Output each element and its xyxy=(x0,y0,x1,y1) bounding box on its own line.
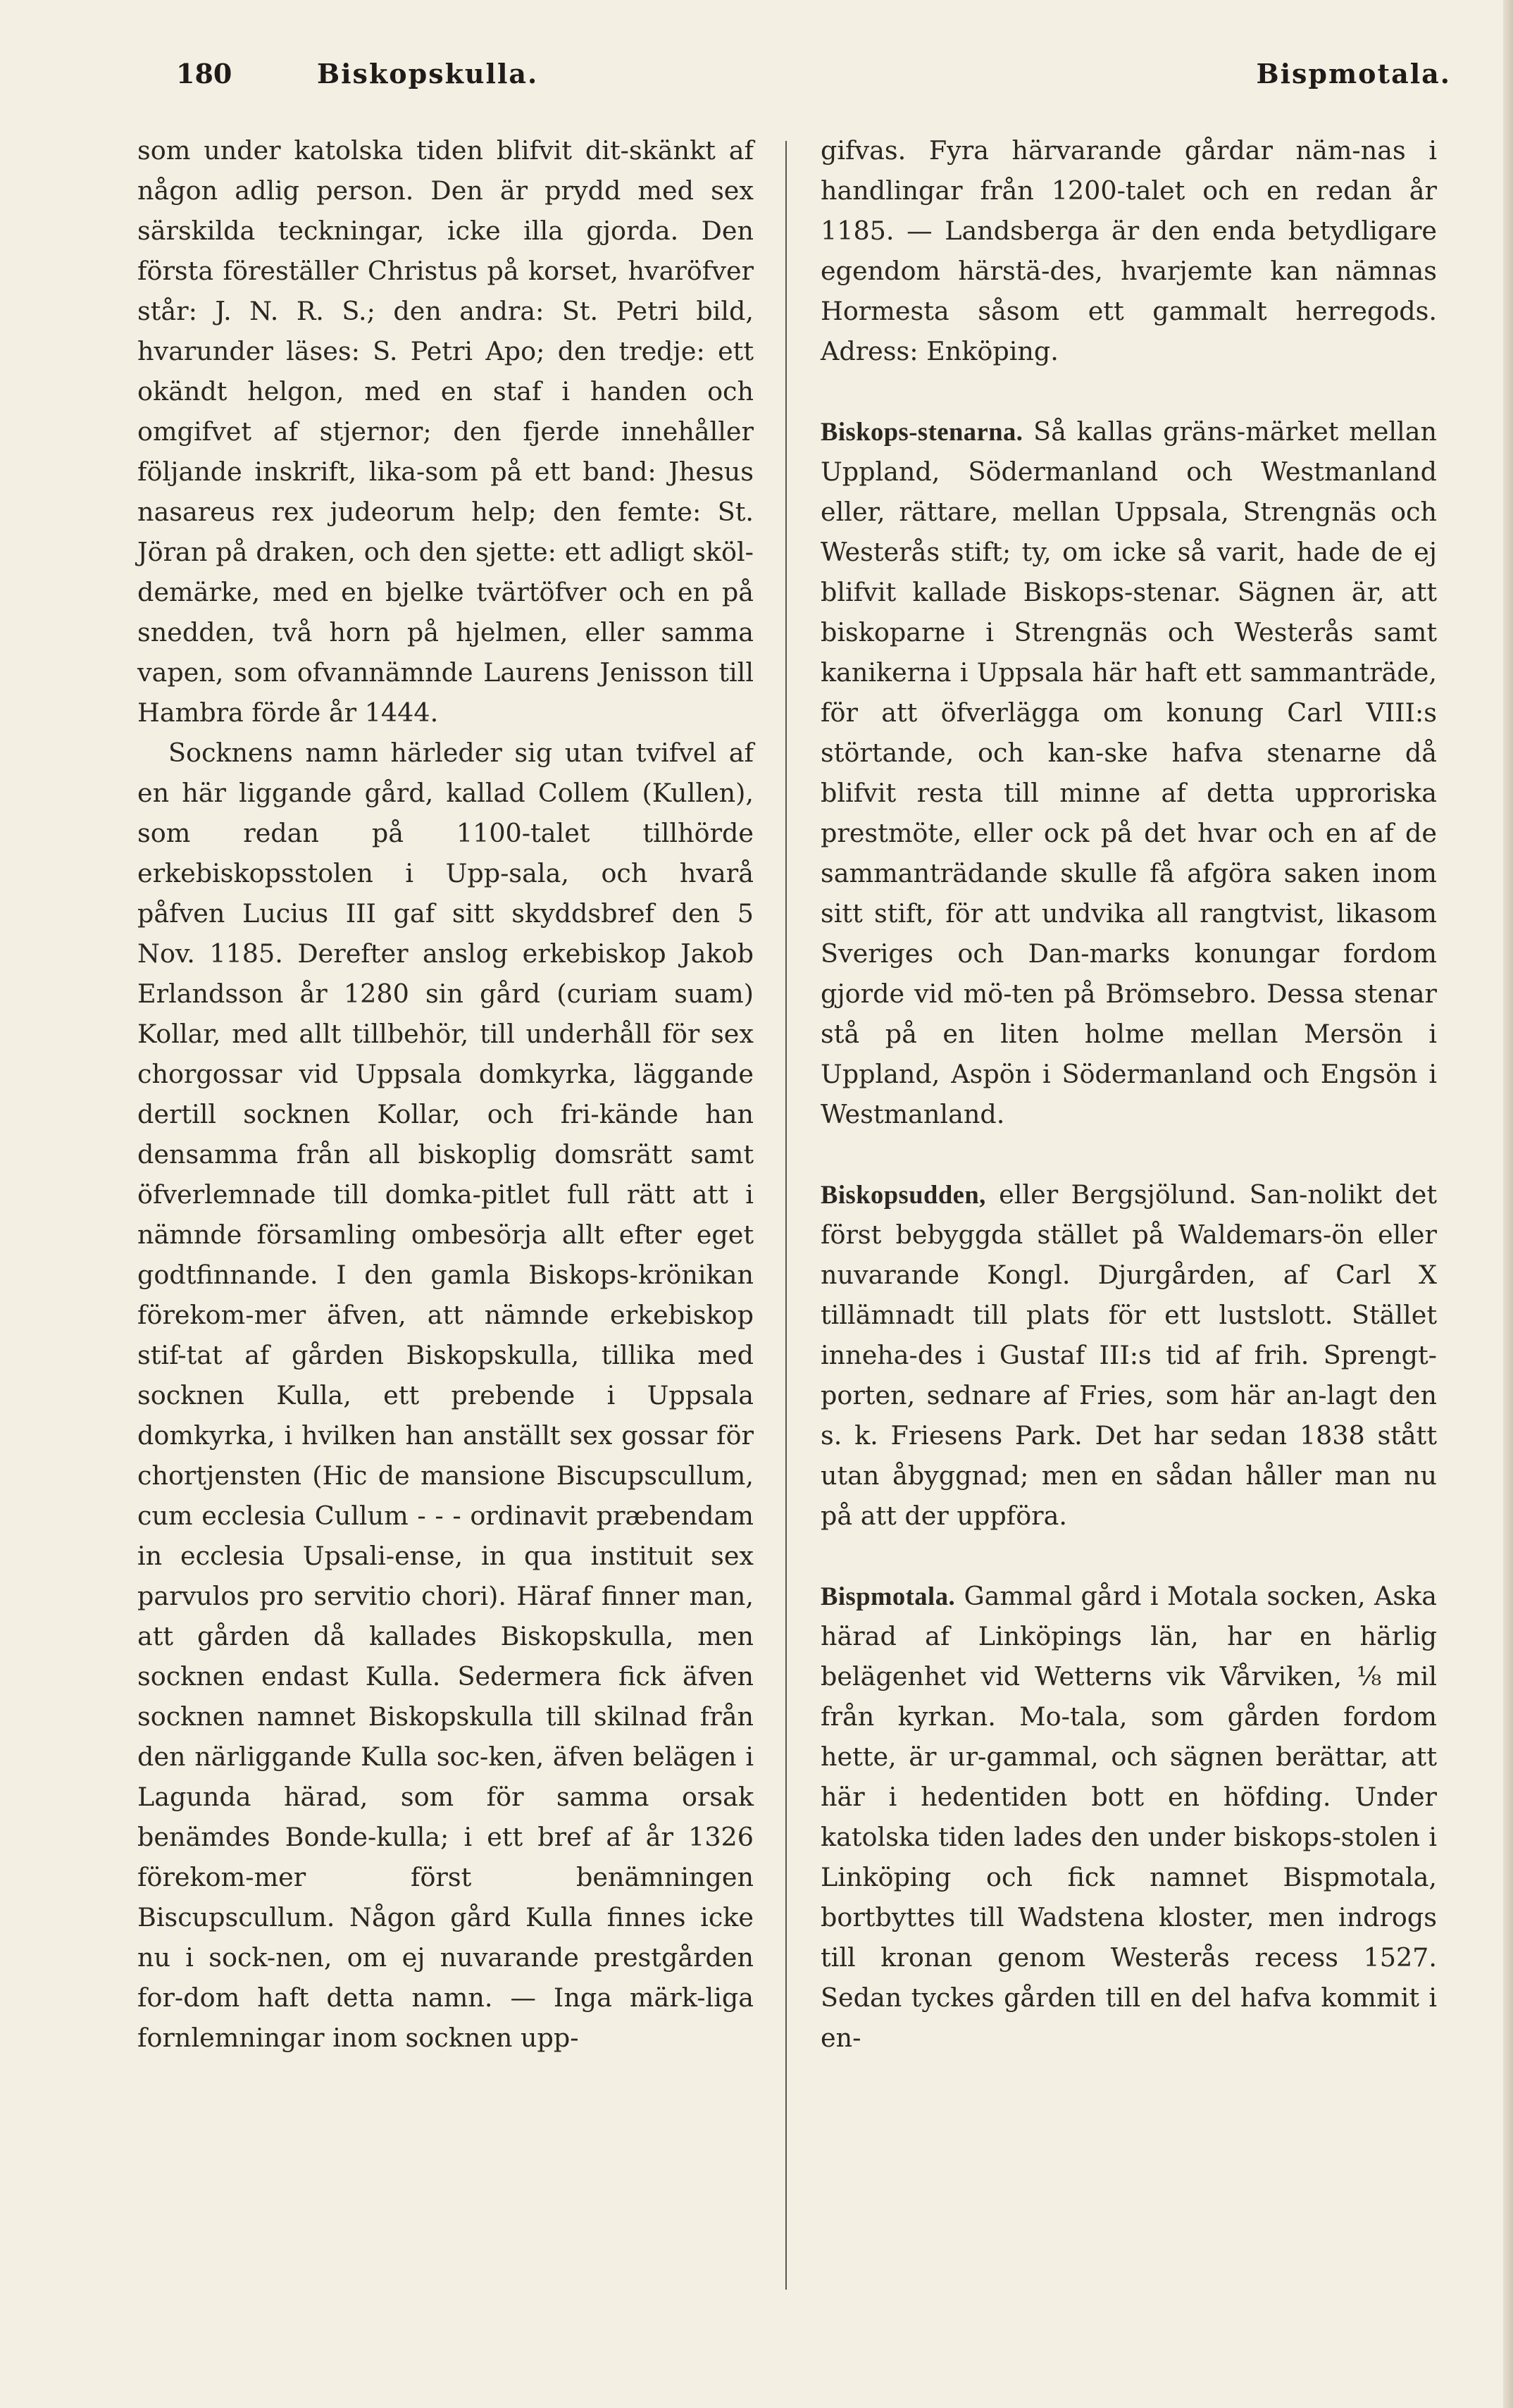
left-paragraph-church-paintings: som under katolska tiden blifvit dit-skänkt af någon adlig person. Den är prydd med sex särskilda teckningar, icke illa gjorda. Den första föreställer Christus på korset, hvaröfver står: J. N. R. S.; den andra: St. Petri bild, hvarunder läses: S. Petri Apo; den tredje: ett okändt helgon, med en staf i handen och omgifvet af stjernor; den fjerde innehåller följande inskrift, lika-som på ett band: Jhesus nasareus rex judeorum help; den femte: St. Jöran på draken, och den sjette: ett adligt sköl-demärke, med en bjelke tvärtöfver och en på snedden, två horn på hjelmen, eller samma vapen, som ofvannämnde Laurens Jenisson till Hambra förde år 1444. xyxy=(137,135,754,728)
right-column xyxy=(821,130,1437,2058)
page-edge-shadow xyxy=(1503,0,1513,2408)
entry-bispmotala xyxy=(821,1576,1437,2058)
entry-body-biskopsudden: eller Bergsjölund. San-nolikt det först bebyggda stället på Waldemars-ön eller nuvarande Kongl. Djurgården, af Carl X tillämnadt till plats för ett lustslott. Stället inneha-des i Gustaf III:s tid af frih. Sprengt-porten, sednare af Fries, som här an-lagt den s. k. Friesens Park. Det har sedan 1838 stått utan åbyggnad; men en sådan håller man nu på att der uppföra. xyxy=(821,1179,1437,1531)
entry-biskopsudden xyxy=(821,1174,1437,1536)
running-head-right: Bispmotala. xyxy=(1256,58,1451,89)
headword-biskops-stenarna: Biskops-stenarna. xyxy=(821,417,1023,446)
headword-bispmotala: Bispmotala. xyxy=(821,1582,956,1610)
entry-spacer xyxy=(821,1134,1437,1174)
entry-spacer xyxy=(821,1536,1437,1576)
left-column xyxy=(137,130,754,2058)
entry-body-biskops-stenarna: Så kallas gräns-märket mellan Uppland, Södermanland och Westmanland eller, rättare, mellan Uppsala, Strengnäs och Westerås stift; ty, om icke så varit, hade de ej blifvit kallade Biskops-stenar. Sägnen är, att biskoparne i Strengnäs och Westerås samt kanikerna i Uppsala här haft ett sammanträde, för att öfverlägga om konung Carl VIII:s störtande, och kan-ske hafva stenarne då blifvit resta till minne af detta upproriska prestmöte, eller ock på det hvar och en af de sammanträdande skulle få afgöra saken inom sitt stift, för att undvika all rangtvist, likasom Sveriges och Dan-marks konungar fordom gjorde vid mö-ten på Brömsebro. Dessa stenar stå på en liten holme mellan Mersön i Uppland, Aspön i Södermanland och Engsön i Westmanland. xyxy=(821,416,1437,1129)
running-head-left: Biskopskulla. xyxy=(317,58,539,89)
page-number: 180 xyxy=(176,58,232,89)
right-paragraph-continuation: gifvas. Fyra härvarande gårdar näm-nas i handlingar från 1200-talet och en redan år 1185. — Landsberga är den enda betydligare egendom härstä-des, hvarjemte kan nämnas Hormesta såsom ett gammalt herregods. Adress: Enköping. xyxy=(821,135,1437,366)
entry-biskops-stenarna xyxy=(821,411,1437,1134)
column-divider xyxy=(785,141,787,2290)
page-header xyxy=(176,58,1451,100)
entry-body-bispmotala: Gammal gård i Motala socken, Aska härad af Linköpings län, har en härlig belägenhet vid Wetterns vik Vårviken, ⅛ mil från kyrkan. Mo-tala, som gården fordom hette, är ur-gammal, och sägnen berättar, att här i hedentiden bott en höfding. Under katolska tiden lades den under biskops-stolen i Linköping och fick namnet Bispmotala, bortbyttes till Wadstena kloster, men indrogs till kronan genom Westerås recess 1527. Sedan tyckes gården till en del hafva kommit i en- xyxy=(821,1581,1437,2053)
entry-spacer xyxy=(821,371,1437,411)
left-paragraph-parish-name: Socknens namn härleder sig utan tvifvel af en här liggande gård, kallad Collem (Kullen), som redan på 1100-talet tillhörde erkebiskopsstolen i Upp-sala, och hvarå påfven Lucius III gaf sitt skyddsbref den 5 Nov. 1185. Derefter anslog erkebiskop Jakob Erlandsson år 1280 sin gård (curiam suam) Kollar, med allt tillbehör, till underhåll för sex chorgossar vid Uppsala domkyrka, läggande dertill socknen Kollar, och fri-kände han densamma från all biskoplig domsrätt samt öfverlemnade till domka-pitlet full rätt att i nämnde församling ombesörja allt efter eget godtfinnande. I den gamla Biskops-krönikan förekom-mer äfven, att nämnde erkebiskop stif-tat af gården Biskopskulla, tillika med socknen Kulla, ett prebende i Uppsala domkyrka, i hvilken han anställt sex gossar för chortjensten (Hic de mansione Biscupscullum, cum ecclesia Cullum - - - ordinavit præbendam in ecclesia Upsali-ense, in qua instituit sex parvulos pro servitio chori). Häraf finner man, att gården då kallades Biskopskulla, men socknen endast Kulla. Sedermera fick äfven socknen namnet Biskopskulla till skilnad från den närliggande Kulla soc-ken, äfven belägen i Lagunda härad, som för samma orsak benämdes Bonde-kulla; i ett bref af år 1326 förekom-mer först benämningen Biscupscullum. Någon gård Kulla finnes icke nu i sock-nen, om ej nuvarande prestgården for-dom haft detta namn. — Inga märk-liga fornlemningar inom socknen upp- xyxy=(137,738,754,2053)
headword-biskopsudden: Biskopsudden, xyxy=(821,1180,986,1209)
